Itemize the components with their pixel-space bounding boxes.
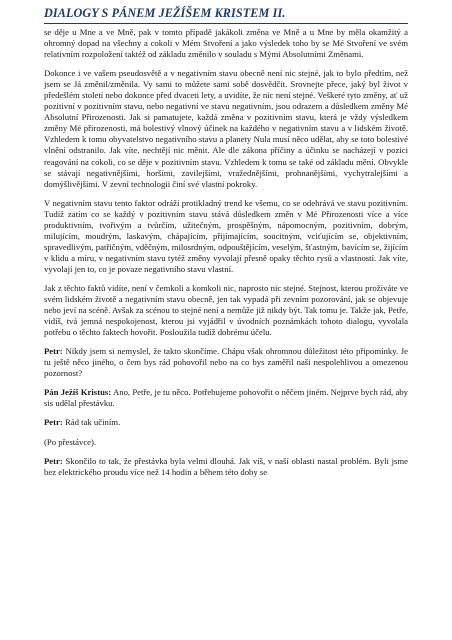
- paragraph-text: Nikdy jsem si nemyslel, že takto skončíme. Chápu však ohromnou důležitost této připomínky. Je tu ještě něco jiného, o čem bys rád pohovořil nebo na co bys zaměřil naši nespolehlivou a omezenou pozornost?: [44, 346, 408, 379]
- paragraph-text: Dokonce i ve vašem pseudosvětě a v negativním stavu obecně není nic stejné, jak to bylo předtím, než jsem se Já změnil/změnila. Vy sami to můžete sami sobě dosvědčit. Srovnejte přece, jaký byl život v předešlém století nebo dokonce před dvaceti lety, a uvidíte, že nic není stejné. Veškeré tyto změny, ať už pozitivní v pozitivním stavu, nebo negativní ve stavu negativním, jsou odrazem a důsledkem změny Mé Absolutní Přirozenosti. Jak si pamatujete, každá změna v pozitivním stavu, která je vždy výsledkem změny Mé přirozenosti, má bolestivý vlnový účinek na každého v negativním stavu a v lidském životě. Vzhledem k tomu obyvatelstvo negativního stavu a planety Nula musí něco udělat, aby se toto bolestivé vlnění odstranilo. Jak víte, nechtějí nic měnit. Ale dle zákona příčiny a účinku se nacházejí v pozici reagování na cokoli, co se děje v pozitivním stavu. Vzhledem k tomu se také od základu mění. Obvykle se stávají negativnějšími, horšími, zavilejšími, vražednějšími, prohnanějšími, vychytralejšími a domýšlivějšími. V zevní technologii činí své vlastní pokroky.: [44, 68, 408, 189]
- paragraph: [44, 198, 408, 275]
- speaker-label: Petr:: [44, 417, 63, 428]
- page-body: [44, 27, 408, 478]
- speaker-label: Petr:: [44, 346, 63, 357]
- paragraph: [44, 68, 408, 190]
- paragraph: [44, 437, 408, 448]
- paragraph: [44, 27, 408, 60]
- paragraph-text: Ano, Petře, je tu něco. Potřebujeme pohovořit o něčem jiném. Nejprve bych rád, aby sis udělal přestávku.: [44, 387, 408, 409]
- speaker-label: Pán Ježíš Kristus:: [44, 387, 112, 398]
- paragraph-text: se děje u Mne a ve Mně, pak v tomto případě jakákoli změna ve Mně a u Mne by měla okamžitý a ohromný dopad na všechny a cokoli v Mém Stvoření a jako výsledek toho by se Mé Stvoření ve svém relativním rozpoložení taktéž od základu změnilo v souladu s Mými Absolutními Změnami.: [44, 27, 408, 60]
- paragraph: [44, 283, 408, 338]
- paragraph-text: (Po přestávce).: [44, 436, 97, 447]
- dialog-paragraph: [44, 346, 408, 379]
- dialog-paragraph: [44, 387, 408, 409]
- paragraph-text: Jak z těchto faktů vidíte, není v čemkoli a komkoli nic, naprosto nic stejné. Stejnost, kterou prožíváte ve svém lidském životě a negativním stavu obecně, jen tak vypadá při zevním pozorování, jak se objevuje nebo jeví na scéně. Avšak za scénou to stejné není a nemůže již nikdy být. Tak tomu je. Takže jak, Petře, vidíš, tvá jemná nespokojenost, kterou jsi vyjádřil v úvodních poznámkách tohoto dialogu, vyvolala potřebu o těchto faktech hovořit. Posloužila tudíž dobrému účelu.: [44, 282, 408, 338]
- page-header: DIALOGY S PÁNEM JEŽÍŠEM KRISTEM II.: [44, 6, 408, 24]
- paragraph-text: Rád tak učiním.: [64, 417, 121, 428]
- paragraph-text: V negativním stavu tento faktor odráží protikladný trend ke všemu, co se odehrává ve stavu pozitivním. Tudíž zatím co se každý v pozitivním stavu stává důsledkem změn v Mé Přirozenosti více a více produktivním, tvořivým a tvůrčím, užitečným, prospěšným, nápomocným, pozitivním, dobrým, milujícím, moudrým, laskavým, chápajícím, přijímajícím, soucitným, vciťujícím se, objektivním, spravedlivým, patřičným, vděčným, milosrdným, odpouštějícím, veselým, šťastným, bavícím se, žijícím v klidu a míru, v negativním stavu tytéž změny vyvolají přesně opaky těchto rysů a vlastností. Jak víte, vyvolají jen to, co je povaze negativního stavu vlastní.: [44, 197, 408, 274]
- dialog-paragraph: [44, 417, 408, 428]
- paragraph-text: Skončilo to tak, že přestávka byla velmi dlouhá. Jak víš, v naší oblasti nastal problém. Byli jsme bez elektrického proudu více než 14 hodin a během této doby se: [44, 455, 408, 477]
- dialog-paragraph: [44, 456, 408, 478]
- speaker-label: Petr:: [44, 455, 63, 466]
